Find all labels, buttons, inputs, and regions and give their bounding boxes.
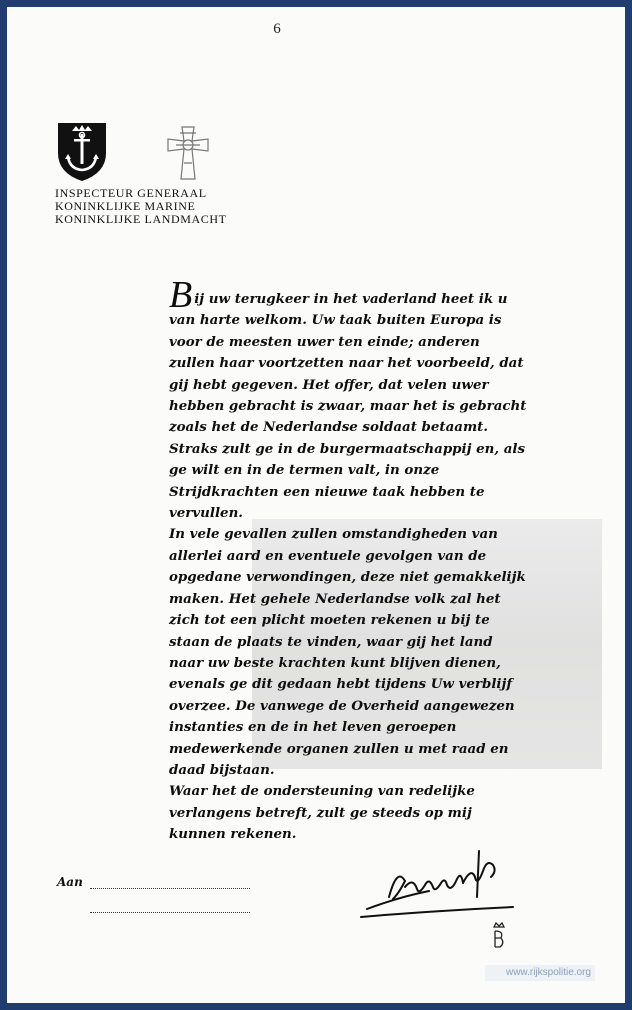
insignia-line: KONINKLIJKE MARINE [55,199,196,213]
letter-paragraph-2: In vele gevallen zullen omstandigheden van allerlei aard en eventuele gevolgen van de opgedane verwondingen, deze niet gemakkelijk maken. Het gehele Nederlandse volk zal het zich tot een plicht moeten rekenen u bij te staan de plaats te vinden, waar gij het land naar uw beste krachten kunt blijven dienen, evenals ge dit gedaan hebt tijdens Uw verblijf overzee. De vanwege de Overheid aangewezen instanties en de in het leven geroepen medewerkende organen zullen u met raad en daad bijstaan. [169,526,526,778]
insignia-line: INSPECTEUR GENERAAL [55,186,207,200]
document-page [7,7,625,1003]
drop-cap: B [169,274,193,316]
insignia-block [55,187,227,226]
letter-paragraph-1 [169,274,527,524]
address-label: Aan [57,875,83,889]
cross-of-merit-icon [164,123,212,185]
source-watermark: www.rijkspolitie.org [485,965,595,981]
insignia-line: KONINKLIJKE LANDMACHT [55,212,227,226]
anchor-crown-emblem-icon [54,117,110,183]
welcome-letter [169,274,527,846]
address-line [90,912,250,913]
royal-monogram-b-icon [489,919,509,951]
page-number: 6 [273,21,281,37]
signature-bernhard-icon [359,837,519,927]
address-line [90,888,250,889]
letter-paragraph-3: Waar het de ondersteuning van redelijke verlangens betreft, zult ge steeds op mij kunnen rekenen. [169,783,475,843]
paragraph-text: ij uw terugkeer in het vaderland heet ik u van harte welkom. Uw taak buiten Europa is voor de meesten uwer ten einde; anderen zullen haar voortzetten naar het voorbeeld, dat gij hebt gegeven. Het offer, dat velen uwer hebben gebracht is zwaar, maar het is gebracht zoals het de Nederlandse soldaat betaamt. Straks zult ge in de burgermaatschappij en, als ge wilt en in de termen valt, in onze Strijdkrachten een nieuwe taak hebben te vervullen. [169,291,527,522]
